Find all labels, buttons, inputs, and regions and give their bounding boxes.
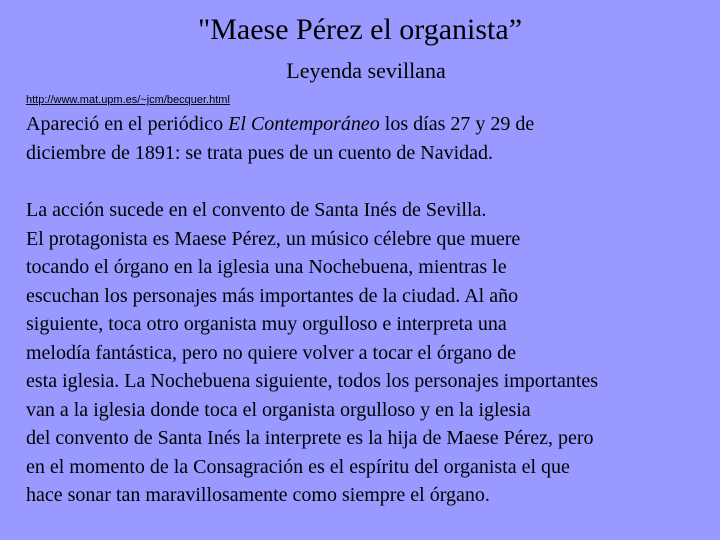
body-paragraph: [26, 196, 716, 510]
intro-text-after: los días 27 y 29 de: [379, 113, 535, 135]
body-line: esta iglesia. La Nochebuena siguiente, todos los personajes importantes: [26, 370, 599, 392]
body-line: del convento de Santa Inés la interprete es la hija de Maese Pérez, pero: [26, 427, 594, 449]
body-line: melodía fantástica, pero no quiere volver a tocar el órgano de: [26, 341, 516, 364]
intro-text-before: Apareció en el periódico: [26, 113, 229, 135]
body-line: tocando el órgano en la iglesia una Nochebuena, mientras le: [26, 256, 507, 278]
intro-line-2: diciembre de 1891: se trata pues de un cuento de Navidad.: [26, 141, 494, 164]
source-link[interactable]: http://www.mat.upm.es/~jcm/becquer.html: [26, 94, 230, 106]
body-line: La acción sucede en el convento de Santa Inés de Sevilla.: [26, 199, 487, 221]
slide-subtitle: Leyenda sevillana: [286, 58, 446, 83]
body-line: escuchan los personajes más importantes de la ciudad. Al año: [26, 284, 519, 307]
body-line: en el momento de la Consagración es el espíritu del organista el que: [26, 455, 570, 478]
intro-line-1: [26, 110, 716, 139]
slide-title: "Maese Pérez el organista”: [197, 13, 523, 46]
intro-paragraph: [26, 110, 716, 167]
body-line: El protagonista es Maese Pérez, un músico célebre que muere: [26, 227, 521, 250]
body-line: siguiente, toca otro organista muy orgulloso e interpreta una: [26, 313, 507, 335]
newspaper-name: El Contemporáneo: [228, 113, 380, 135]
body-line: van a la iglesia donde toca el organista orgulloso y en la iglesia: [26, 398, 531, 421]
body-line: hace sonar tan maravillosamente como siempre el órgano.: [26, 484, 490, 506]
